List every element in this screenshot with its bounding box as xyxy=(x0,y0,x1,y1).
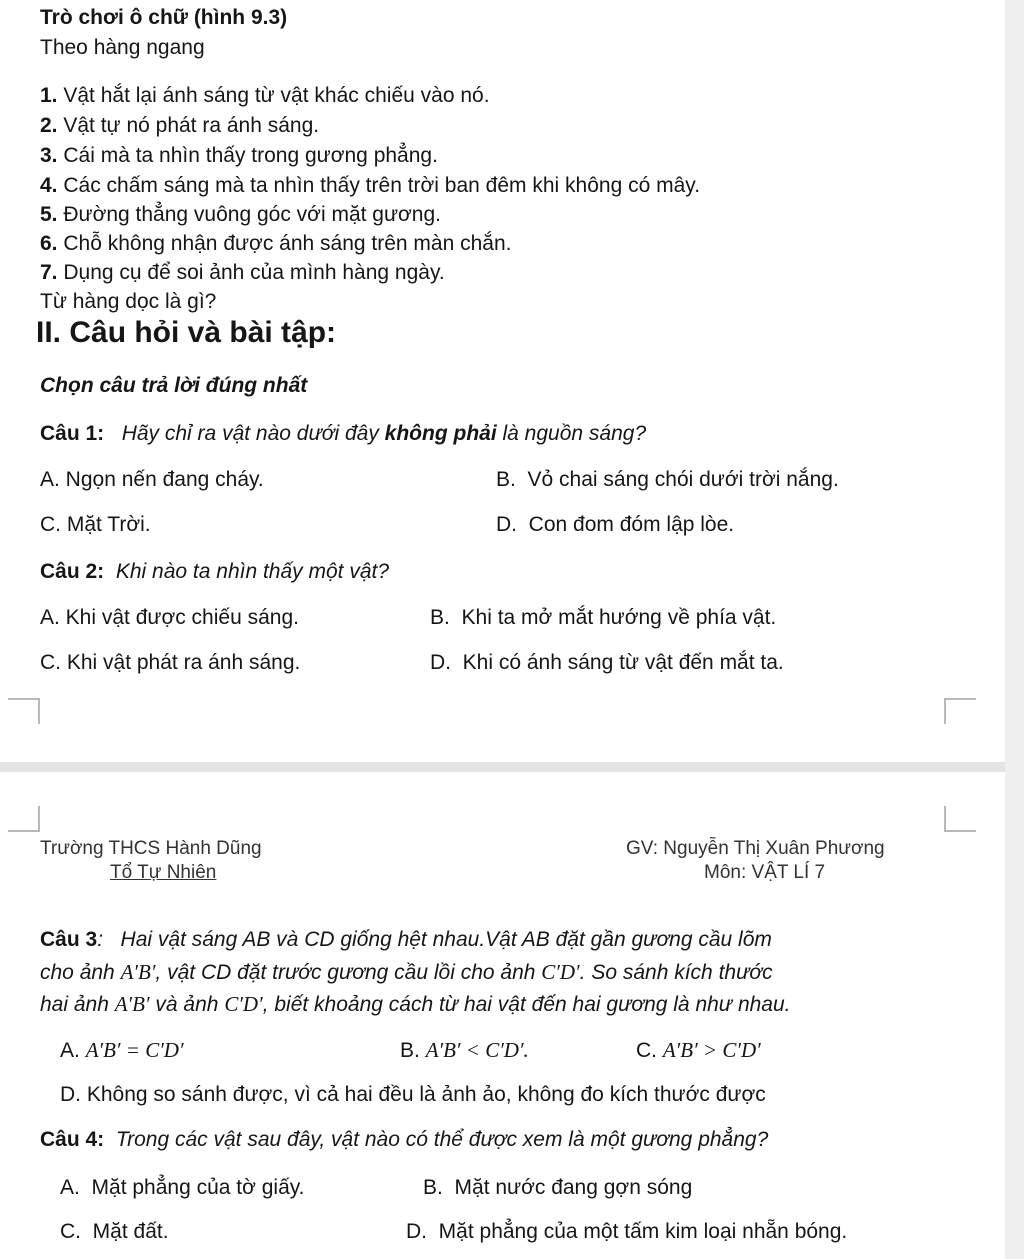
puzzle-row: 5. Đường thẳng vuông góc với mặt gương. xyxy=(40,203,441,226)
q3-option-a: A. A′B′ = C′D′ xyxy=(60,1038,184,1062)
puzzle-row: 3. Cái mà ta nhìn thấy trong gương phẳng. xyxy=(40,144,438,167)
q2-option-d: D. Khi có ánh sáng từ vật đến mắt ta. xyxy=(430,651,784,674)
page-corner-mark xyxy=(944,698,976,724)
q4-option-a: A. Mặt phẳng của tờ giấy. xyxy=(60,1176,305,1199)
section-heading: II. Câu hỏi và bài tập: xyxy=(36,316,337,349)
q3-option-d: D. Không so sánh được, vì cả hai đều là ảnh ảo, không đo kích thước được xyxy=(60,1083,766,1106)
puzzle-row: 2. Vật tự nó phát ra ánh sáng. xyxy=(40,114,320,137)
question-1: Câu 1: Hãy chỉ ra vật nào dưới đây không phải là nguồn sáng? xyxy=(40,422,647,445)
vertical-question: Từ hàng dọc là gì? xyxy=(40,290,217,313)
q1-option-a: A. Ngọn nến đang cháy. xyxy=(40,468,264,491)
school-name: Trường THCS Hành Dũng xyxy=(40,838,262,859)
q2-option-a: A. Khi vật được chiếu sáng. xyxy=(40,606,299,629)
q4-option-b: B. Mặt nước đang gợn sóng xyxy=(423,1176,693,1199)
section-instruction: Chọn câu trả lời đúng nhất xyxy=(40,374,308,397)
question-3-line-1: Câu 3: Hai vật sáng AB và CD giống hệt nhau.Vật AB đặt gần gương cầu lõm xyxy=(40,928,772,951)
puzzle-row: 7. Dụng cụ để soi ảnh của mình hàng ngày. xyxy=(40,261,445,284)
teacher-name: GV: Nguyễn Thị Xuân Phương xyxy=(626,838,885,859)
puzzle-title: Trò chơi ô chữ (hình 9.3) xyxy=(40,6,288,29)
viewer-scrollbar-track[interactable] xyxy=(1005,0,1024,1259)
q1-option-b: B. Vỏ chai sáng chói dưới trời nắng. xyxy=(496,468,839,491)
puzzle-row: 1. Vật hắt lại ánh sáng từ vật khác chiếu vào nó. xyxy=(40,84,490,107)
q1-option-c: C. Mặt Trời. xyxy=(40,513,151,536)
question-2: Câu 2: Khi nào ta nhìn thấy một vật? xyxy=(40,560,390,583)
department: Tổ Tự Nhiên xyxy=(110,862,217,883)
page-break-gap xyxy=(0,762,1005,772)
question-3-line-2: cho ảnh A′B′, vật CD đặt trước gương cầu lồi cho ảnh C′D′. So sánh kích thước xyxy=(40,960,773,984)
q1-option-d: D. Con đom đóm lập lòe. xyxy=(496,513,735,536)
q3-option-b: B. A′B′ < C′D′. xyxy=(400,1038,529,1062)
puzzle-subtitle: Theo hàng ngang xyxy=(40,36,205,59)
puzzle-row: 6. Chỗ không nhận được ánh sáng trên màn chắn. xyxy=(40,232,512,255)
puzzle-row: 4. Các chấm sáng mà ta nhìn thấy trên trời ban đêm khi không có mây. xyxy=(40,174,701,197)
question-3-line-3: hai ảnh A′B′ và ảnh C′D′, biết khoảng cách từ hai vật đến hai gương là như nhau. xyxy=(40,992,791,1016)
page-corner-mark xyxy=(8,806,40,832)
q2-option-c: C. Khi vật phát ra ánh sáng. xyxy=(40,651,301,674)
q4-option-d: D. Mặt phẳng của một tấm kim loại nhẵn bóng. xyxy=(406,1220,848,1243)
question-4: Câu 4: Trong các vật sau đây, vật nào có thể được xem là một gương phẳng? xyxy=(40,1128,769,1151)
q4-option-c: C. Mặt đất. xyxy=(60,1220,169,1243)
page-corner-mark xyxy=(8,698,40,724)
q3-option-c: C. A′B′ > C′D′ xyxy=(636,1038,761,1062)
page-corner-mark xyxy=(944,806,976,832)
subject: Môn: VẬT LÍ 7 xyxy=(704,862,826,883)
q2-option-b: B. Khi ta mở mắt hướng về phía vật. xyxy=(430,606,777,629)
